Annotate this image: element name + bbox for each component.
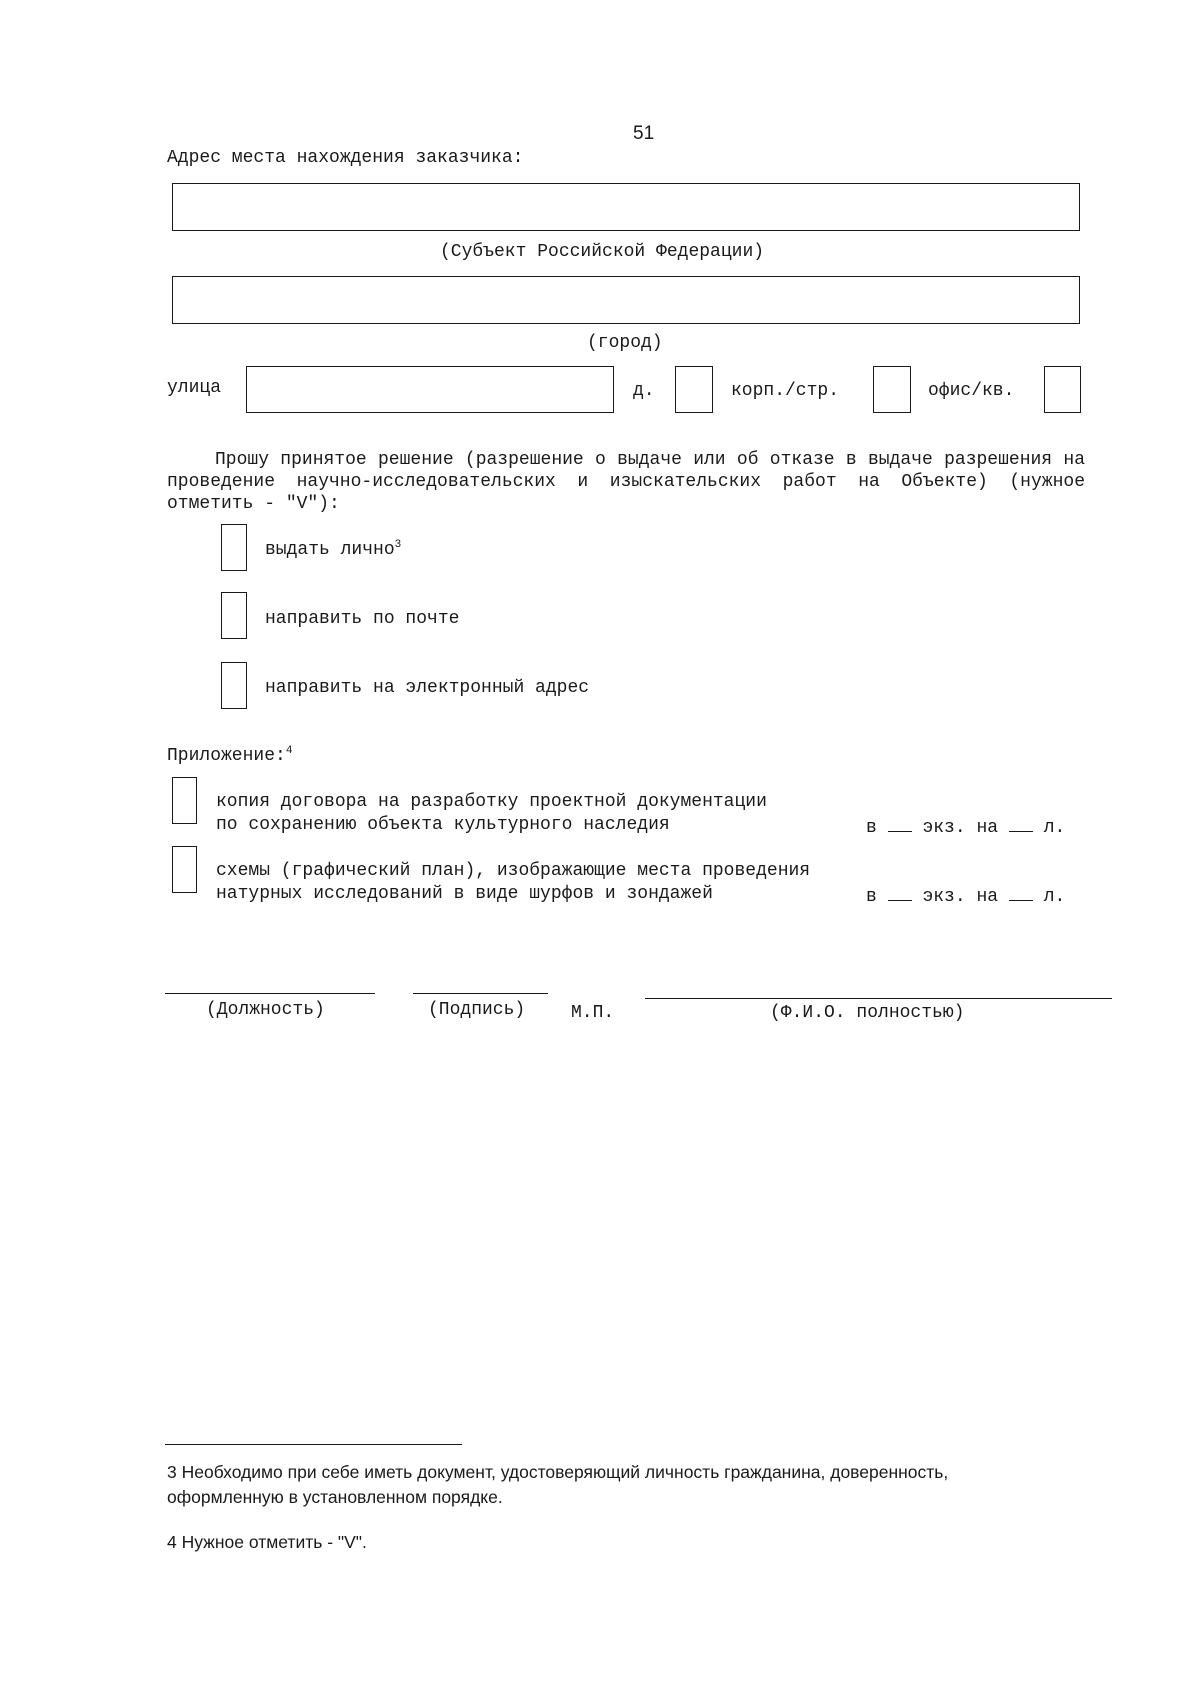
- count-copies-label: экз. на: [922, 887, 999, 907]
- footnote-ref-3: 3: [394, 539, 402, 551]
- attachments-title-text: Приложение:: [167, 746, 286, 766]
- attachment-contract-checkbox[interactable]: [172, 777, 197, 824]
- subject-label: (Субъект Российской Федерации): [440, 242, 765, 262]
- attachment-contract-line2: по сохранению объекта культурного наследия: [216, 815, 670, 835]
- subject-field[interactable]: [172, 183, 1080, 231]
- footnote-4: 4 Нужное отметить - "V".: [167, 1532, 367, 1552]
- sheets-blank[interactable]: [1009, 886, 1033, 901]
- signature-line[interactable]: [413, 993, 548, 994]
- count-sheets-label: л.: [1043, 887, 1066, 907]
- copies-blank[interactable]: [888, 886, 912, 901]
- house-label: д.: [633, 381, 655, 401]
- name-label: (Ф.И.О. полностью): [770, 1003, 965, 1023]
- count-copies-label: экз. на: [922, 818, 999, 838]
- footnote-ref-4: 4: [285, 745, 293, 757]
- count-in-label: в: [866, 818, 877, 838]
- request-paragraph: [167, 449, 1085, 515]
- address-title: Адрес места нахождения заказчика:: [167, 148, 524, 168]
- option-in-person-label: выдать лично: [265, 540, 395, 560]
- attachment-contract-line1: копия договора на разработку проектной документации: [216, 792, 767, 812]
- attachment-schemes-count: [866, 886, 1065, 907]
- street-label: улица: [167, 378, 222, 398]
- request-text: Прошу принятое решение (разрешение о выдаче или об отказе в выдаче разрешения на проведение научно-исследовательских и изыскательских работ на Объекте) (нужное отметить - "V"):: [167, 450, 1085, 514]
- office-field[interactable]: [1044, 366, 1081, 413]
- signature-label: (Подпись): [428, 1000, 526, 1020]
- building-label: корп./стр.: [731, 381, 840, 401]
- house-field[interactable]: [675, 366, 713, 413]
- name-line[interactable]: [645, 998, 1112, 999]
- street-field[interactable]: [246, 366, 614, 413]
- option-email-label: направить на электронный адрес: [265, 678, 590, 698]
- attachment-schemes-checkbox[interactable]: [172, 846, 197, 893]
- footnote-3: 3 Необходимо при себе иметь документ, удостоверяющий личность гражданина, доверенность, оформленную в установленном порядке.: [167, 1462, 949, 1507]
- count-sheets-label: л.: [1043, 818, 1066, 838]
- option-mail-label: направить по почте: [265, 609, 460, 629]
- option-email-checkbox[interactable]: [221, 662, 247, 709]
- page-number: 51: [633, 123, 655, 144]
- option-in-person: [265, 539, 401, 560]
- city-field[interactable]: [172, 276, 1080, 324]
- seal-label: М.П.: [571, 1003, 615, 1023]
- sheets-blank[interactable]: [1009, 817, 1033, 832]
- count-in-label: в: [866, 887, 877, 907]
- attachment-contract-count: [866, 817, 1065, 838]
- attachment-schemes-line1: схемы (графический план), изображающие места проведения: [216, 861, 811, 881]
- building-field[interactable]: [873, 366, 911, 413]
- attachments-title: [167, 745, 292, 766]
- attachment-schemes-line2: натурных исследований в виде шурфов и зондажей: [216, 884, 713, 904]
- footnote-separator: [165, 1444, 462, 1445]
- option-mail-checkbox[interactable]: [221, 592, 247, 639]
- city-label: (город): [587, 333, 663, 353]
- position-line[interactable]: [165, 993, 375, 994]
- position-label: (Должность): [206, 1000, 325, 1020]
- copies-blank[interactable]: [888, 817, 912, 832]
- option-in-person-checkbox[interactable]: [221, 524, 247, 571]
- office-label: офис/кв.: [928, 381, 1015, 401]
